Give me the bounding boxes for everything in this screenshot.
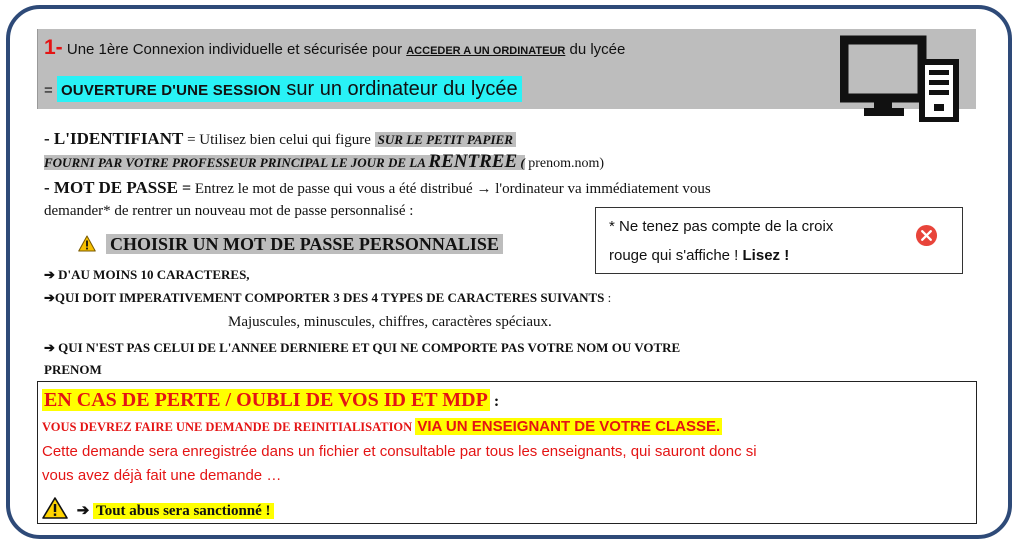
abuse-warning: ➔ Tout abus sera sanctionné !: [42, 497, 274, 520]
rule-3-continued: PRENOM: [44, 362, 102, 377]
motdepasse-line-2: demander* de rentrer un nouveau mot de passe personnalisé :: [44, 203, 414, 219]
choose-password-title: CHOISIR UN MOT DE PASSE PERSONNALISE: [78, 234, 503, 255]
motdepasse-line-1: - MOT DE PASSE = Entrez le mot de passe qui vous a été distribué → l'ordinateur va immédiatement vous: [44, 178, 711, 197]
computer-icon: [840, 32, 960, 122]
rule-3: ➔ QUI N'EST PAS CELUI DE L'ANNEE DERNIERE ET QUI NE COMPORTE PAS VOTRE NOM OU VOTRE: [44, 340, 681, 355]
lost-line-4: vous avez déjà fait une demande …: [42, 467, 282, 484]
identifiant-line-1: - L'IDENTIFIANT = Utilisez bien celui qui figure SUR LE PETIT PAPIER: [44, 129, 516, 149]
identifiant-line-2: FOURNI PAR VOTRE PROFESSEUR PRINCIPAL LE JOUR DE LA RENTREE ( prenom.nom): [44, 151, 605, 172]
lost-line-3: Cette demande sera enregistrée dans un fichier et consultable par tous les enseignants, qui sauront donc si: [42, 443, 757, 460]
header-line-2: = OUVERTURE D'UNE SESSION sur un ordinateur du lycée: [44, 78, 522, 101]
warning-icon: [78, 235, 96, 252]
session-highlight: OUVERTURE D'UNE SESSION sur un ordinateur du lycée: [57, 76, 522, 102]
error-x-icon: [915, 224, 938, 247]
rule-2-detail: Majuscules, minuscules, chiffres, caractères spéciaux.: [228, 314, 552, 330]
lost-title: EN CAS DE PERTE / OUBLI DE VOS ID ET MDP :: [44, 389, 500, 411]
note-line-2: rouge qui s'affiche ! Lisez !: [609, 247, 790, 264]
rule-2: ➔QUI DOIT IMPERATIVEMENT COMPORTER 3 DES 4 TYPES DE CARACTERES SUIVANTS :: [44, 290, 612, 305]
lost-line-2: VOUS DEVREZ FAIRE UNE DEMANDE DE REINITIALISATION VIA UN ENSEIGNANT DE VOTRE CLASSE.: [42, 418, 721, 435]
section-number: 1-: [44, 36, 63, 59]
warning-icon: [42, 497, 68, 519]
note-box: [595, 207, 963, 274]
note-line-1: * Ne tenez pas compte de la croix: [609, 218, 834, 235]
rule-1: ➔ D'AU MOINS 10 CARACTERES,: [44, 267, 250, 282]
header-line-1: 1- Une 1ère Connexion individuelle et sécurisée pour ACCEDER A UN ORDINATEUR du lycée: [44, 36, 626, 59]
